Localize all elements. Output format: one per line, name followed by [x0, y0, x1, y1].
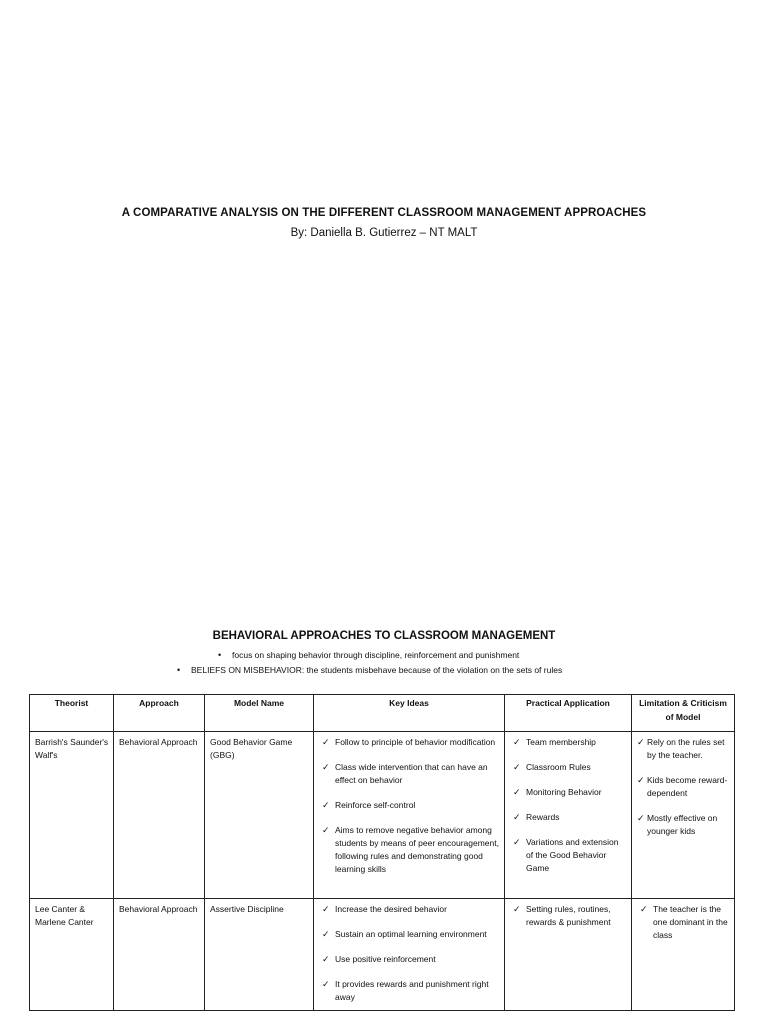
- list-item-text: Kids become reward-dependent: [647, 775, 728, 798]
- section-bullet-focus: [218, 650, 519, 660]
- checkmark-icon: ✓: [322, 979, 330, 989]
- list-item-text: Increase the desired behavior: [335, 904, 447, 914]
- list-item-text: Aims to remove negative behavior among students by means of peer encouragement, following rules and demonstrating good learning skills: [335, 825, 499, 874]
- list-item-text: Follow to principle of behavior modification: [335, 737, 496, 747]
- checkmark-icon: ✓: [322, 929, 330, 939]
- section-bullet-beliefs: [177, 665, 562, 675]
- list-item-text: Setting rules, routines, rewards & punishment: [526, 904, 611, 927]
- bullet-text: focus on shaping behavior through discipline, reinforcement and punishment: [232, 650, 520, 660]
- header-model-name: Model Name: [205, 695, 314, 732]
- table-row: [30, 899, 735, 1011]
- table-row: [30, 732, 735, 899]
- list-item: [510, 903, 627, 929]
- list-item-text: Use positive reinforcement: [335, 954, 436, 964]
- list-item: [510, 736, 627, 749]
- key-ideas-list: [319, 736, 500, 876]
- list-item: [637, 812, 730, 838]
- list-item: [319, 799, 500, 812]
- list-item-text: Classroom Rules: [526, 762, 591, 772]
- practical-application-list: [510, 736, 627, 875]
- list-item: [637, 903, 730, 942]
- list-item-text: Reinforce self-control: [335, 800, 416, 810]
- list-item: [319, 903, 500, 916]
- list-item-text: Mostly effective on younger kids: [647, 813, 718, 836]
- cell-practical-application: [505, 732, 632, 899]
- list-item: [319, 824, 500, 876]
- cell-theorist: Lee Canter & Marlene Canter: [30, 899, 114, 1011]
- list-item: [510, 811, 627, 824]
- bullet-text: : the students misbehave because of the violation on the sets of rules: [301, 665, 563, 675]
- list-item: [319, 736, 500, 749]
- checkmark-icon: ✓: [513, 904, 521, 914]
- cell-model-name: Assertive Discipline: [205, 899, 314, 1011]
- section-title: BEHAVIORAL APPROACHES TO CLASSROOM MANAGEMENT: [212, 630, 556, 642]
- list-item: [319, 978, 500, 1004]
- list-item: [510, 761, 627, 774]
- header-theorist: Theorist: [30, 695, 114, 732]
- list-item-text: Rewards: [526, 812, 560, 822]
- checkmark-icon: ✓: [640, 904, 648, 914]
- list-item: [637, 736, 730, 762]
- checkmark-icon: ✓: [637, 813, 645, 823]
- list-item: [319, 953, 500, 966]
- header-practical-application: Practical Application: [505, 695, 632, 732]
- checkmark-icon: ✓: [322, 825, 330, 835]
- list-item-text: Monitoring Behavior: [526, 787, 602, 797]
- checkmark-icon: ✓: [322, 800, 330, 810]
- list-item: [510, 836, 627, 875]
- cell-approach: Behavioral Approach: [114, 732, 205, 899]
- cell-theorist: Barrish's Saunder's Walf's: [30, 732, 114, 899]
- document-author: By: Daniella B. Gutierrez – NT MALT: [290, 227, 478, 239]
- checkmark-icon: ✓: [637, 775, 645, 785]
- cell-limitations: [632, 732, 735, 899]
- checkmark-icon: ✓: [513, 762, 521, 772]
- header-approach: Approach: [114, 695, 205, 732]
- list-item-text: The teacher is the one dominant in the class: [653, 904, 728, 940]
- checkmark-icon: ✓: [322, 904, 330, 914]
- list-item-text: Sustain an optimal learning environment: [335, 929, 487, 939]
- bullet-icon: •: [218, 650, 222, 660]
- header-limitation: Limitation & Criticism of Model: [632, 695, 735, 732]
- comparison-table: [29, 694, 735, 1011]
- key-ideas-list: [319, 903, 500, 1004]
- checkmark-icon: ✓: [513, 837, 521, 847]
- bullet-lead: BELIEFS ON MISBEHAVIOR: [191, 665, 302, 675]
- list-item-text: It provides rewards and punishment right away: [335, 979, 489, 1002]
- list-item: [637, 774, 730, 800]
- cell-model-name: Good Behavior Game (GBG): [205, 732, 314, 899]
- cell-limitations: [632, 899, 735, 1011]
- list-item-text: Team membership: [526, 737, 596, 747]
- checkmark-icon: ✓: [637, 737, 645, 747]
- list-item: [319, 928, 500, 941]
- list-item: [319, 761, 500, 787]
- checkmark-icon: ✓: [322, 737, 330, 747]
- checkmark-icon: ✓: [513, 737, 521, 747]
- list-item: [510, 786, 627, 799]
- checkmark-icon: ✓: [513, 812, 521, 822]
- header-key-ideas: Key Ideas: [314, 695, 505, 732]
- cell-approach: Behavioral Approach: [114, 899, 205, 1011]
- list-item-text: Variations and extension of the Good Behavior Game: [526, 837, 619, 873]
- cell-key-ideas: [314, 899, 505, 1011]
- checkmark-icon: ✓: [322, 954, 330, 964]
- list-item-text: Rely on the rules set by the teacher.: [647, 737, 725, 760]
- bullet-icon: •: [177, 665, 181, 675]
- cell-key-ideas: [314, 732, 505, 899]
- practical-application-list: [510, 903, 627, 929]
- limitations-list: [637, 736, 730, 838]
- checkmark-icon: ✓: [322, 762, 330, 772]
- checkmark-icon: ✓: [513, 787, 521, 797]
- document-title: A COMPARATIVE ANALYSIS ON THE DIFFERENT CLASSROOM MANAGEMENT APPROACHES: [121, 207, 647, 219]
- cell-practical-application: [505, 899, 632, 1011]
- list-item-text: Class wide intervention that can have an effect on behavior: [335, 762, 488, 785]
- limitations-list: [637, 903, 730, 942]
- table-header-row: [30, 695, 735, 732]
